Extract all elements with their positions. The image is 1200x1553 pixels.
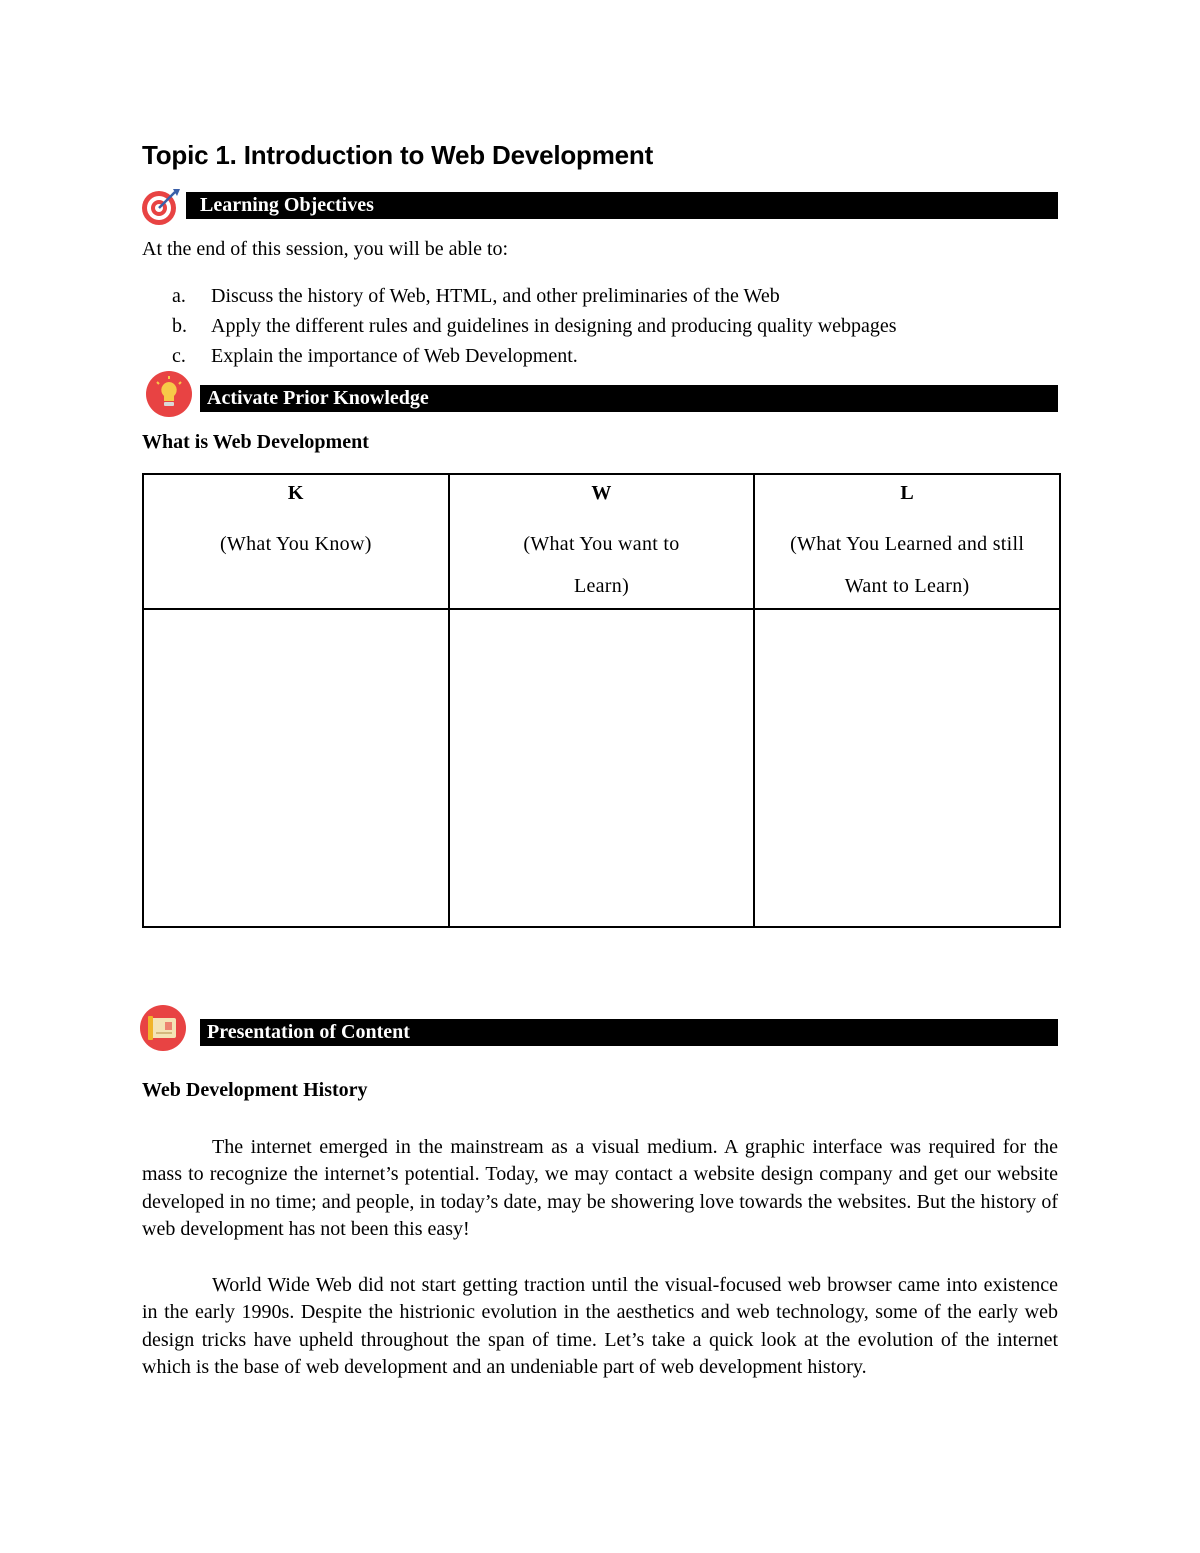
activate-prior-knowledge-header: Activate Prior Knowledge: [200, 385, 1058, 412]
presentation-of-content-header: Presentation of Content: [200, 1019, 1058, 1046]
kwl-column-w: W (What You want to Learn): [449, 474, 755, 609]
paragraph: The internet emerged in the mainstream as a visual medium. A graphic interface was required for the mass to recognize the internet’s potential. Today, we may contact a website design company and get our website developed in no time; and people, in today’s date, may be showering love towards the websites. But the history of web development has not been this easy!: [142, 1136, 1058, 1240]
objectives-list: [172, 281, 897, 371]
objectives-intro: At the end of this session, you will be able to:: [142, 238, 509, 260]
kwl-cell-w[interactable]: [449, 609, 755, 927]
kwl-column-k: K (What You Know): [143, 474, 449, 609]
lightbulb-icon: [145, 371, 195, 417]
kwl-question: What is Web Development: [142, 431, 369, 453]
kwl-table: [142, 473, 1061, 928]
list-item: b. Apply the different rules and guidelines in designing and producing quality webpages: [172, 315, 897, 337]
target-icon: [140, 187, 182, 227]
paragraph: World Wide Web did not start getting traction until the visual-focused web browser came into existence in the early 1990s. Despite the histrionic evolution in the aesthetics and web technology, some of the early web design tricks have upheld throughout the span of time. Let’s take a quick look at the evolution of the internet which is the base of web development and an undeniable part of web development history.: [142, 1274, 1058, 1378]
list-item: a. Discuss the history of Web, HTML, and other preliminaries of the Web: [172, 285, 780, 307]
page-title: Topic 1. Introduction to Web Development: [142, 140, 654, 170]
book-icon: [139, 1004, 189, 1052]
kwl-cell-l[interactable]: [754, 609, 1060, 927]
kwl-cell-k[interactable]: [143, 609, 449, 927]
kwl-column-l: L (What You Learned and still Want to Learn): [754, 474, 1060, 609]
learning-objectives-header: Learning Objectives: [186, 192, 1058, 219]
section-heading: Web Development History: [142, 1079, 368, 1101]
list-item: c. Explain the importance of Web Development.: [172, 345, 578, 367]
